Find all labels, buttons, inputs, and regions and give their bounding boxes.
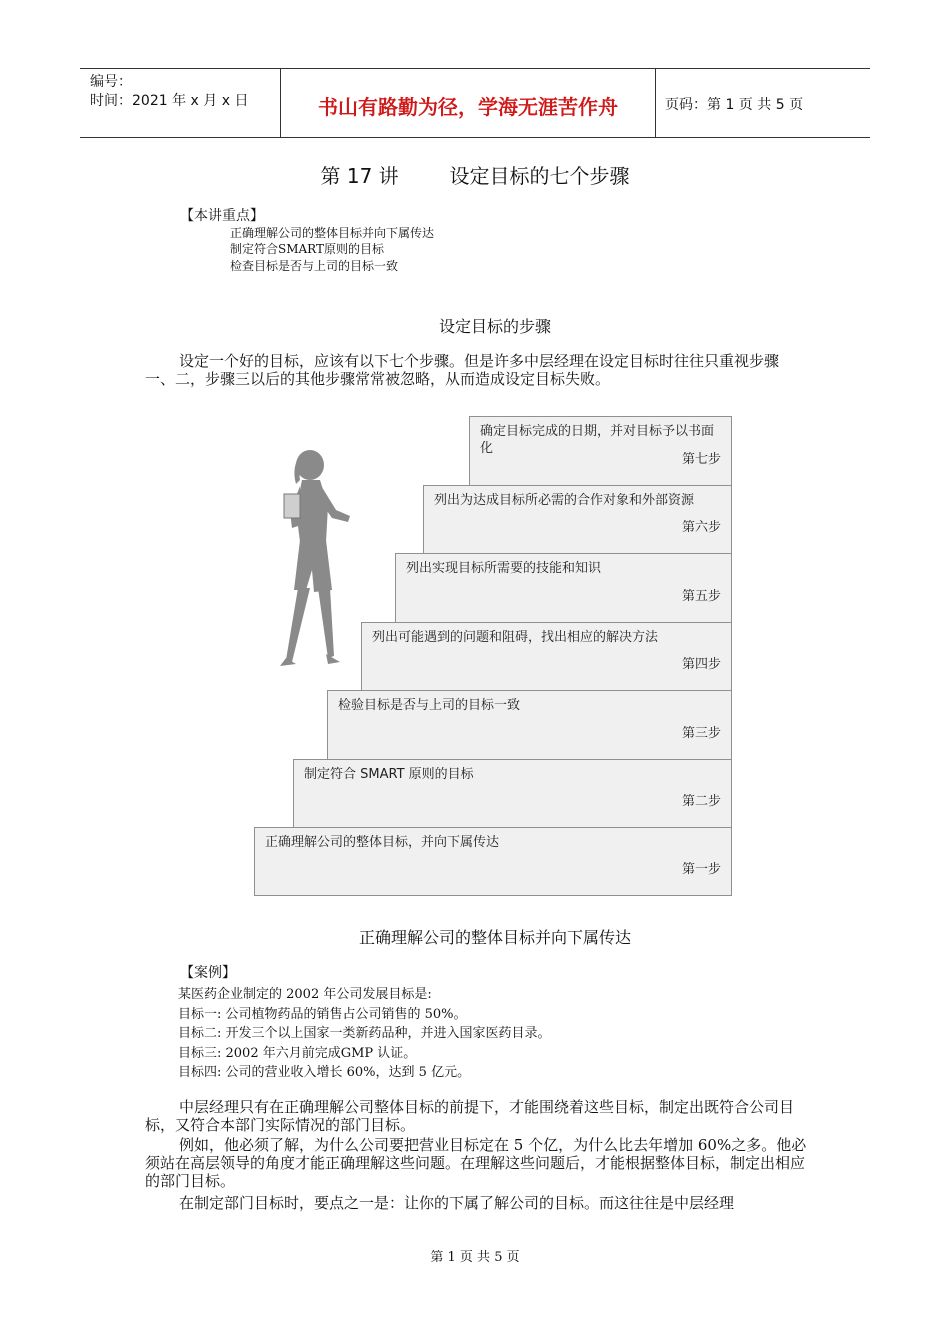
- step-label: 第一步: [681, 862, 721, 877]
- step-text: 正确理解公司的整体目标，并向下属传达: [265, 835, 500, 850]
- step-text: 列出为达成目标所必需的合作对象和外部资源: [434, 493, 695, 508]
- code-label: 编号：: [90, 74, 132, 90]
- lecture-title: 第 17 讲 设定目标的七个步骤: [320, 164, 630, 188]
- step-label: 第七步: [681, 452, 721, 467]
- step-label: 第六步: [681, 520, 721, 535]
- walking-woman-illustration: [270, 450, 360, 680]
- case-line: 目标三: 2002 年六月前完成GMP 认证。: [178, 1046, 417, 1061]
- section-heading-steps: 设定目标的步骤: [438, 317, 551, 336]
- section-heading-understand: 正确理解公司的整体目标并向下属传达: [358, 928, 631, 947]
- intro-paragraph: 设定一个好的目标，应该有以下七个步骤。但是许多中层经理在设定目标时往往只重视步骤一、二，步骤三以后的其他步骤常常被忽略，从而造成设定目标失败。: [145, 352, 780, 388]
- step-box-1: [254, 827, 732, 896]
- page-footer: 第 1 页 共 5 页: [430, 1250, 520, 1265]
- header-page-cell: [655, 69, 870, 137]
- time-label: 时间：2021 年 x 月 x 日: [90, 93, 249, 109]
- body-paragraph: 在制定部门目标时，要点之一是：让你的下属了解公司的目标。而这往往是中层经理: [179, 1194, 735, 1212]
- key-point-item: 正确理解公司的整体目标并向下属传达: [230, 226, 435, 240]
- step-label: 第四步: [681, 657, 721, 672]
- page-info: 页码：第 1 页 共 5 页: [665, 97, 804, 113]
- case-line: 目标二: 开发三个以上国家一类新药品种，并进入国家医药目录。: [178, 1026, 551, 1041]
- body-paragraph: 例如，他必须了解，为什么公司要把营业目标定在 5 个亿，为什么比去年增加 60%之多。他必须站在高层领导的角度才能正确理解这些问题。在理解这些问题后，才能根据整体目标，制定出相应的部门目标。: [145, 1136, 807, 1190]
- motto: 书山有路勤为径，学海无涯苦作舟: [318, 95, 618, 119]
- header-motto-cell: [280, 69, 656, 137]
- step-box-6: [423, 485, 732, 554]
- case-line: 某医药企业制定的 2002 年公司发展目标是:: [178, 987, 432, 1002]
- step-label: 第五步: [681, 589, 721, 604]
- step-text: 制定符合 SMART 原则的目标: [304, 767, 474, 782]
- step-box-7: [469, 416, 732, 486]
- case-line: 目标一: 公司植物药品的销售占公司销售的 50%。: [178, 1007, 467, 1022]
- step-box-4: [361, 622, 732, 691]
- case-heading: 【案例】: [180, 965, 236, 981]
- key-point-item: 检查目标是否与上司的目标一致: [230, 259, 399, 273]
- step-text: 确定目标完成的日期，并对目标予以书面化: [480, 424, 715, 456]
- step-text: 列出实现目标所需要的技能和知识: [406, 561, 602, 576]
- body-paragraph: 中层经理只有在正确理解公司整体目标的前提下，才能围绕着这些目标，制定出既符合公司目标，又符合本部门实际情况的部门目标。: [145, 1098, 795, 1134]
- step-box-5: [395, 553, 732, 623]
- step-label: 第三步: [681, 726, 721, 741]
- document-header: [80, 68, 870, 138]
- step-label: 第二步: [681, 794, 721, 809]
- step-text: 检验目标是否与上司的目标一致: [338, 698, 521, 713]
- key-point-item: 制定符合SMART原则的目标: [230, 242, 385, 256]
- case-line: 目标四: 公司的营业收入增长 60%，达到 5 亿元。: [178, 1065, 471, 1080]
- step-box-3: [327, 690, 732, 760]
- key-points-heading: 【本讲重点】: [180, 208, 264, 224]
- step-text: 列出可能遇到的问题和阻碍，找出相应的解决方法: [372, 630, 659, 645]
- header-info-cell: [80, 69, 280, 137]
- step-box-2: [293, 759, 732, 828]
